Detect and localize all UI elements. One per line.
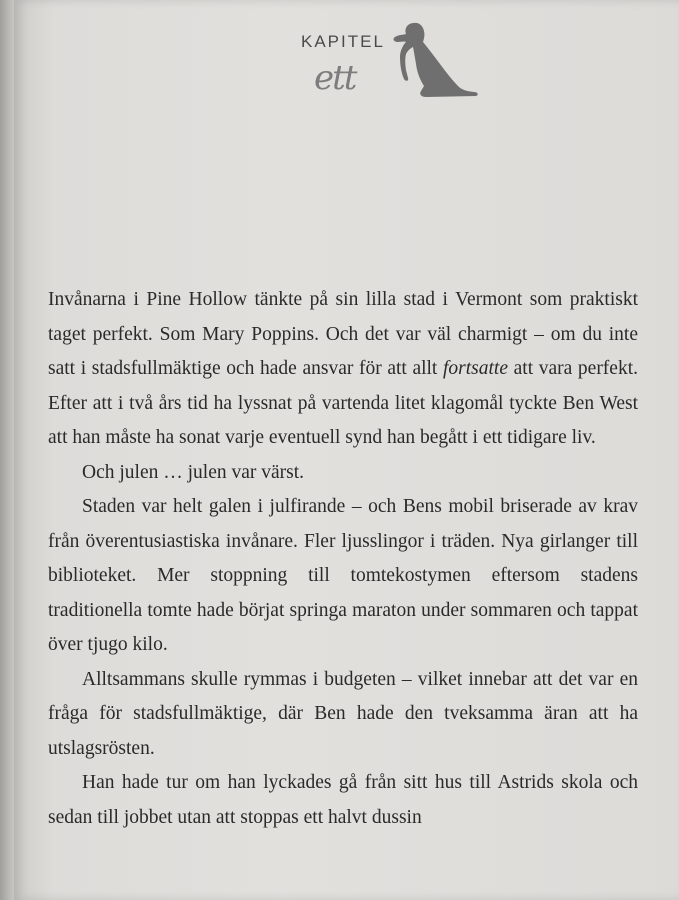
paragraph-5: Han hade tur om han lyckades gå från sitt hus till Astrids skola och sedan till jobbet utan att stoppas ett halvt dussin (48, 772, 638, 828)
chapter-label: KAPITEL (301, 32, 385, 51)
chapter-text (48, 283, 638, 835)
paragraph-2: Och julen … julen var värst. (82, 461, 305, 483)
book-spine-shadow (0, 0, 14, 900)
sitting-dog-icon (386, 20, 481, 98)
paragraph-4: Alltsammans skulle rymmas i budgeten – vilket innebar att det var en fråga för stadsfullmäktige, där Ben hade den tveksamma äran att ha utslagsrösten. (48, 668, 638, 759)
paragraph-1 (48, 283, 638, 456)
chapter-header (284, 18, 494, 108)
paragraph-1-text-a: Invånarna i Pine Hollow tänkte på sin lilla stad i Vermont som praktiskt taget perfekt. Som Mary Poppins. Och det var väl charmigt – om du inte satt i stadsfullmäktige och hade ansvar för att allt (48, 289, 638, 379)
book-page (14, 0, 679, 900)
paragraph-1-text-b: att vara perfekt. Efter att i två års tid ha lyssnat på vartenda litet klagomål tyckte Ben West att han måste ha sonat varje eventuell synd han begått i ett tidigare liv. (48, 358, 638, 448)
chapter-number: ett (314, 58, 356, 98)
paragraph-3: Staden var helt galen i julfirande – och Bens mobil briserade av krav från överentusiastiska invånare. Fler ljusslingor i träden. Nya girlanger till biblioteket. Mer stoppning till tomtekostymen eftersom stadens traditionella tomte hade börjat springa maraton under sommaren och tappat över tjugo kilo. (48, 496, 638, 655)
paragraph-1-emphasis: fortsatte (442, 358, 508, 379)
